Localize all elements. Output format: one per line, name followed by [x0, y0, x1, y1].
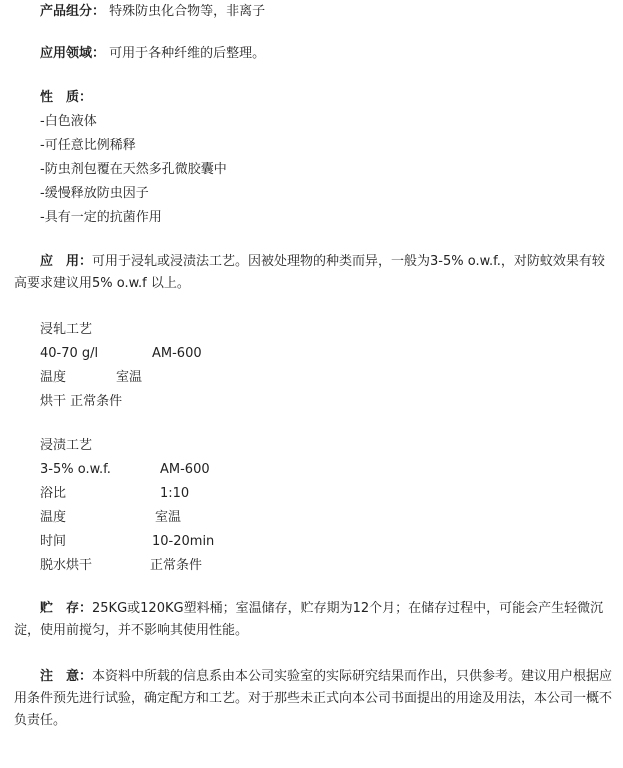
exhaust-row-right: 正常条件: [150, 558, 203, 573]
usage-label: 应 用：: [40, 254, 93, 269]
storage-label: 贮 存：: [40, 601, 93, 616]
property-item: -具有一定的抗菌作用: [40, 210, 162, 225]
exhaust-row-left: 浴比: [40, 486, 67, 501]
padding-row-left: 温度: [40, 370, 67, 385]
padding-row-left: 烘干 正常条件: [40, 394, 123, 409]
property-item: -白色液体: [40, 114, 97, 129]
exhaust-process-title: 浸渍工艺: [40, 438, 93, 453]
property-item: -可任意比例稀释: [40, 138, 136, 153]
composition-value: 特殊防虫化合物等，非离子: [109, 4, 266, 19]
application-field-value: 可用于各种纤维的后整理。: [109, 46, 266, 61]
exhaust-row-right: 10-20min: [152, 534, 215, 549]
composition-line: [40, 2, 265, 22]
usage-paragraph: [14, 251, 614, 295]
application-field-line: [40, 44, 265, 64]
padding-row-right: AM-600: [152, 346, 202, 361]
storage-paragraph: [14, 598, 614, 642]
exhaust-row-left: 温度: [40, 510, 67, 525]
exhaust-row-left: 时间: [40, 534, 67, 549]
storage-text: 25KG或120KG塑料桶；室温储存，贮存期为12个月；在储存过程中，可能会产生轻微沉淀，使用前搅匀，并不影响其使用性能。: [14, 601, 604, 638]
property-item: -缓慢释放防虫因子: [40, 186, 149, 201]
notice-label: 注 意：: [40, 669, 93, 684]
exhaust-row-right: 1:10: [160, 486, 190, 501]
exhaust-row-right: 室温: [155, 510, 182, 525]
composition-label: 产品组分：: [40, 4, 106, 19]
padding-row-right: 室温: [116, 370, 143, 385]
padding-row-left: 40-70 g/l: [40, 346, 99, 361]
exhaust-row-left: 脱水烘干: [40, 558, 93, 573]
exhaust-row-right: AM-600: [160, 462, 210, 477]
notice-text: 本资料中所载的信息系由本公司实验室的实际研究结果而作出，只供参考。建议用户根据应用条件预先进行试验，确定配方和工艺。对于那些未正式向本公司书面提出的用途及用法，本公司一概不负责任。: [14, 669, 613, 728]
exhaust-row-left: 3-5% o.w.f.: [40, 462, 111, 477]
notice-paragraph: [14, 666, 614, 732]
application-field-label: 应用领域：: [40, 46, 106, 61]
property-item: -防虫剂包覆在天然多孔微胶囊中: [40, 162, 227, 177]
padding-process-title: 浸轧工艺: [40, 322, 93, 337]
usage-text: 可用于浸轧或浸渍法工艺。因被处理物的种类而异，一般为3-5% o.w.f.，对防蚊效果有较高要求建议用5% o.w.f 以上。: [14, 254, 605, 291]
properties-label: 性 质：: [40, 90, 93, 105]
